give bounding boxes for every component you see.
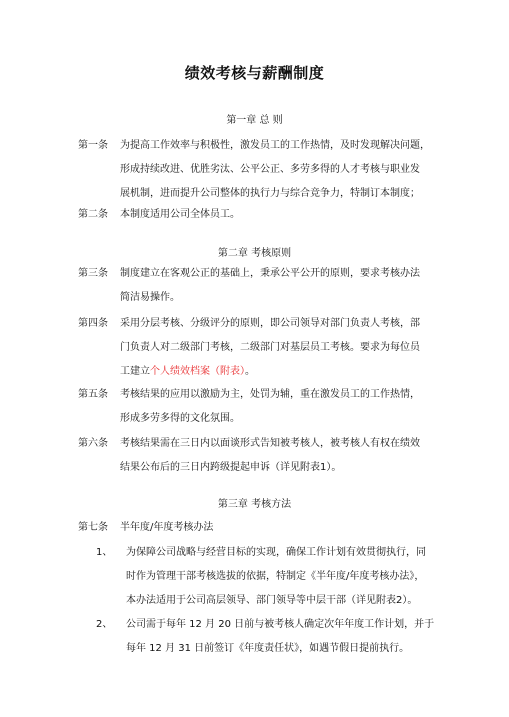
chapter-1-heading: 第一章 总 则 (226, 115, 283, 126)
article-line: 考核结果需在三日内以面谈形式告知被考核人，被考核人有权在绩效 (120, 438, 420, 449)
article-label: 第五条 (78, 389, 108, 400)
article-label: 第一条 (78, 140, 108, 151)
document-title: 绩效考核与薪酬制度 (184, 64, 325, 82)
article-line-text: 。 (245, 366, 255, 377)
article-line-text: 工建立 (120, 366, 150, 377)
article-body (120, 383, 438, 431)
item-line: 时作为管理干部考核选拔的依据，特制定《半年度/年度考核办法》， (126, 571, 425, 582)
article-line: 展机制，进而提升公司整体的执行力与综合竞争力，特制订本制度； (120, 188, 420, 199)
article-line: 形成持续改进、优胜劣汰、公平公正、多劳多得的人才考核与职业发 (120, 164, 420, 175)
article-line: 制度建立在客观公正的基础上，秉承公平公开的原则，要求考核办法 (120, 268, 420, 279)
article-body (120, 134, 438, 206)
article-label: 第四条 (78, 318, 108, 329)
item-line: 每年 12 月 31 日前签订《年度责任状》，如遇节假日提前执行。 (126, 643, 410, 654)
chapter-2-heading: 第二章 考核原则 (217, 248, 292, 259)
article-body (120, 516, 438, 540)
article-line: 采用分层考核、分级评分的原则，即公司领导对部门负责人考核，部 (120, 318, 420, 329)
article-line: 为提高工作效率与积极性，激发员工的工作热情，及时发现解决问题， (120, 140, 430, 151)
archive-highlight: 个人绩效档案（附表） (150, 366, 245, 377)
article-line: 半年度/年度考核办法 (120, 522, 214, 533)
item-body (126, 613, 438, 661)
item-line: 公司需于每年 12 月 20 日前与被考核人确定次年年度工作计划，并于 (126, 619, 435, 630)
article-body (120, 312, 438, 384)
article-line: 本制度适用公司全体员工。 (120, 209, 240, 220)
article-line: 考核结果的应用以激励为主，处罚为辅，重在激发员工的工作热情， (120, 389, 420, 400)
article-line: 结果公布后的三日内跨级提起申诉（详见附表1）。 (120, 462, 342, 473)
item-line: 为保障公司战略与经营目标的实现，确保工作计划有效贯彻执行，同 (126, 547, 426, 558)
item-line: 本办法适用于公司高层领导、部门领导等中层干部（详见附表2）。 (126, 595, 418, 606)
chapter-3-heading: 第三章 考核方法 (217, 499, 292, 510)
article-label: 第二条 (78, 209, 108, 220)
article-body (120, 432, 438, 480)
item-number: 2、 (96, 619, 113, 630)
article-line: 门负责人对二级部门考核，二级部门对基层员工考核。要求为每位员 (120, 342, 420, 353)
item-body (126, 541, 438, 613)
article-body (120, 203, 438, 227)
article-line (120, 360, 438, 384)
article-label: 第七条 (78, 522, 108, 533)
article-label: 第六条 (78, 438, 108, 449)
article-line: 简洁易操作。 (120, 292, 180, 303)
article-line: 形成多劳多得的文化氛围。 (120, 413, 240, 424)
article-label: 第三条 (78, 268, 108, 279)
article-body (120, 262, 438, 310)
item-number: 1、 (96, 547, 113, 558)
